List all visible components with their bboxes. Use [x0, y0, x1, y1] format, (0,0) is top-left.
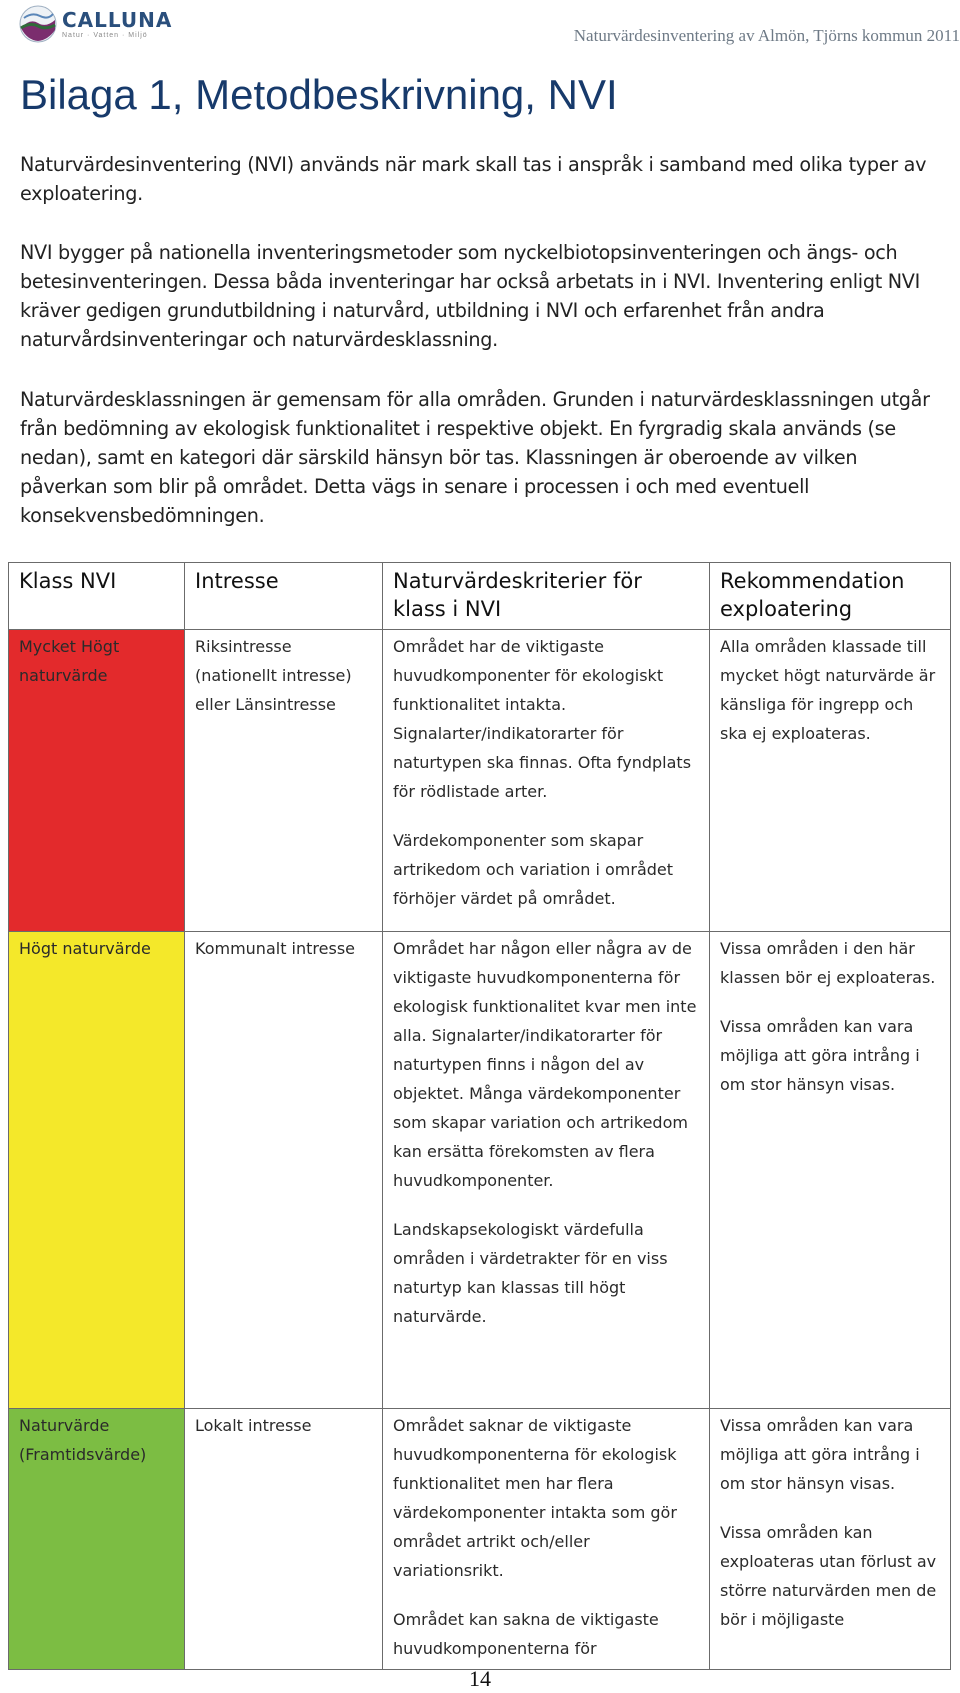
page-header — [0, 0, 960, 50]
method-paragraph: NVI bygger på nationella inventeringsmetoder som nyckelbiotopsinventeringen och ängs- och betesinventeringen. Dessa båda inventeringar har också arbetats in i NVI. Inventering enligt NVI kräver gedigen grundutbildning i naturvård, utbildning i NVI och erfarenhet från andra naturvårdsinventeringar och naturvärdesklassning. — [20, 241, 920, 351]
kriterier-text: Värdekomponenter som skapar artrikedom och variation i området förhöjer värdet på området. — [393, 831, 674, 908]
intresse-cell: Kommunalt intresse — [185, 932, 383, 1409]
document-title: Naturvärdesinventering av Almön, Tjörns kommun 2011 — [573, 26, 960, 45]
table-row — [9, 630, 951, 932]
intresse-cell: Riksintresse (nationellt intresse) eller Länsintresse — [185, 630, 383, 932]
classification-paragraph: Naturvärdesklassningen är gemensam för alla områden. Grunden i naturvärdesklassningen utgår från bedömning av ekologisk funktionalitet i respektive objekt. En fyrgradig skala används (se nedan), samt en kategori där särskild hänsyn bör tas. Klassningen är oberoende av vilken påverkan som blir på området. Detta vägs in senare i processen i och med eventuell konsekvensbedömningen. — [20, 388, 930, 527]
kriterier-text: Området kan sakna de viktigaste huvudkomponenterna för — [393, 1610, 659, 1658]
nvi-class-table — [8, 562, 951, 1670]
kriterier-text: Landskapsekologiskt värdefulla områden i värdetrakter för en viss naturtyp kan klassas till högt naturvärde. — [393, 1220, 668, 1326]
rekommendation-text: Alla områden klassade till mycket högt naturvärde är känsliga för ingrepp och ska ej exploateras. — [720, 637, 936, 743]
kriterier-cell — [383, 1409, 710, 1670]
header-kriterier: Naturvärdeskriterier för klass i NVI — [383, 563, 710, 630]
rekommendation-text: Vissa områden kan vara möjliga att göra intrång i om stor hänsyn visas. — [720, 1017, 920, 1094]
rekommendation-cell — [710, 932, 951, 1409]
rekommendation-text: Vissa områden kan exploateras utan förlust av större naturvärden men de bör i möjligaste — [720, 1523, 937, 1629]
kriterier-cell — [383, 932, 710, 1409]
rekommendation-text: Vissa områden i den här klassen bör ej exploateras. — [720, 939, 936, 987]
header-intresse: Intresse — [185, 563, 383, 630]
calluna-logo-icon — [18, 4, 58, 44]
klass-cell-hogt: Högt naturvärde — [9, 932, 185, 1409]
kriterier-text: Området saknar de viktigaste huvudkomponenterna för ekologisk funktionalitet men har flera värdekomponenter intakta som gör området artrikt och/eller variationsrikt. — [393, 1416, 677, 1580]
table-header-row — [9, 563, 951, 630]
intresse-cell: Lokalt intresse — [185, 1409, 383, 1670]
calluna-logo — [18, 2, 173, 46]
kriterier-cell — [383, 630, 710, 932]
table-row — [9, 1409, 951, 1670]
klass-cell-naturvarde: Naturvärde (Framtidsvärde) — [9, 1409, 185, 1670]
page-number: 14 — [469, 1666, 491, 1691]
rekommendation-cell — [710, 1409, 951, 1670]
page-title: Bilaga 1, Metodbeskrivning, NVI — [20, 71, 618, 118]
kriterier-text: Området har någon eller några av de viktigaste huvudkomponenterna för ekologisk funktionalitet kvar men inte alla. Signalarter/indikatorarter för naturtypen finns i någon del av objektet. Många värdekomponenter som skapar variation och artrikedom kan ersätta förekomsten av flera huvudkomponenter. — [393, 939, 697, 1190]
klass-cell-mycket-hogt: Mycket Högt naturvärde — [9, 630, 185, 932]
logo-text: CALLUNA — [62, 8, 173, 32]
rekommendation-text: Vissa områden kan vara möjliga att göra intrång i om stor hänsyn visas. — [720, 1416, 920, 1493]
header-rekommendation: Rekommendation exploatering — [710, 563, 951, 630]
header-klass: Klass NVI — [9, 563, 185, 630]
rekommendation-cell — [710, 630, 951, 932]
kriterier-text: Området har de viktigaste huvudkomponenter för ekologiskt funktionalitet intakta. Signalarter/indikatorarter för naturtypen ska finnas. Ofta fyndplats för rödlistade arter. — [393, 637, 692, 801]
table-row — [9, 932, 951, 1409]
logo-tagline: Natur · Vatten · Miljö — [62, 32, 148, 39]
intro-paragraph: Naturvärdesinventering (NVI) används när mark skall tas i anspråk i samband med olika typer av exploatering. — [20, 153, 927, 205]
